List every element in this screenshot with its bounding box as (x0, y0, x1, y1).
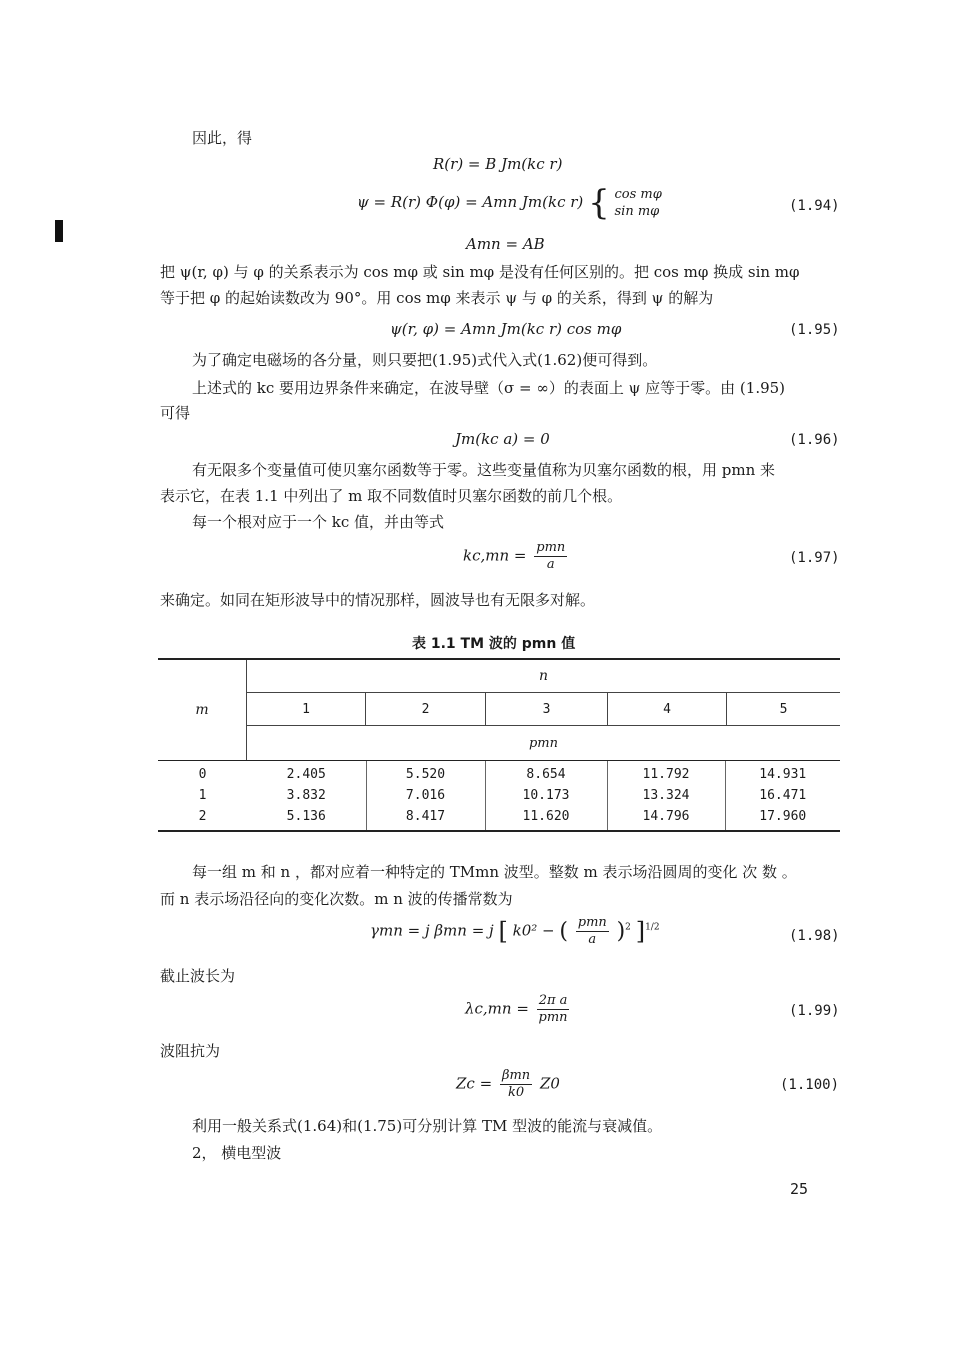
paragraph-impedance: 波阻抗为 (160, 1042, 221, 1060)
equation-1-94-cases (614, 186, 661, 220)
header-m: m (158, 660, 247, 760)
table-header (158, 660, 840, 761)
paren-open: ( (559, 919, 568, 944)
table-cell: 16.471 (759, 788, 807, 803)
fraction (537, 993, 570, 1026)
equation-number-1-97: (1.97) (789, 550, 840, 566)
paragraph-determine: 来确定。如同在矩形波导中的情况那样，圆波导也有无限多对解。 (160, 591, 596, 609)
paragraph-roots-line1: 有无限多个变量值可使贝塞尔函数等于零。这些变量值称为贝塞尔函数的根，用 pmn 来 (192, 461, 776, 479)
header-col-5: 5 (779, 701, 788, 717)
paragraph-roots-line2: 表示它，在表 1.1 中列出了 m 取不同数值时贝塞尔函数的前几个根。 (160, 487, 623, 505)
row-m: 1 (198, 788, 207, 803)
paragraph-boundary-line1: 上述式的 kc 要用边界条件来确定，在波导壁（σ = ∞）的表面上 ψ 应等于零。由 (1.95) (192, 379, 786, 397)
section-heading: 2， 横电型波 (192, 1144, 282, 1162)
equation-1-94-cos: cos mφ (614, 187, 662, 202)
table-cell: 13.324 (607, 782, 725, 803)
equation-radial: R(r) = B Jm(kc r) (433, 155, 563, 173)
equation-1-94 (357, 183, 662, 223)
equation-number-1-95: (1.95) (789, 322, 840, 338)
fraction (576, 915, 609, 948)
header-col-1: 1 (247, 693, 366, 725)
fraction (500, 1068, 532, 1101)
numerator: 2π a (538, 993, 568, 1008)
table-cell: 2.405 (247, 761, 366, 782)
equation-1-97 (463, 540, 570, 573)
denominator: a (588, 932, 597, 947)
header-col-4: 4 (608, 693, 727, 725)
equation-1-100-rhs: Z0 (539, 1074, 560, 1093)
table-row (158, 782, 840, 803)
paragraph-relation-line1: 把 ψ(r, φ) 与 φ 的关系表示为 cos mφ 或 sin mφ 是没有任何区别的。把 cos mφ 换成 sin mφ (160, 263, 800, 281)
intro-text: 因此，得 (192, 129, 253, 147)
table-row (158, 761, 840, 782)
equation-1-97-lhs: kc,mn = (463, 546, 527, 565)
paragraph-relation-line2: 等于把 φ 的起始读数改为 90°。用 cos mφ 来表示 ψ 与 φ 的关系，得到 ψ 的解为 (160, 289, 714, 307)
equation-1-99 (465, 993, 572, 1026)
equation-1-95: ψ(r, φ) = Amn Jm(kc r) cos mφ (390, 320, 622, 338)
header-columns (247, 693, 840, 726)
equation-1-98-lhs: γmn = j βmn = j (370, 921, 494, 940)
table-cell: 14.931 (759, 767, 807, 782)
denominator: a (546, 557, 555, 572)
paragraph-cutoff: 截止波长为 (160, 967, 236, 985)
equation-number-1-94: (1.94) (789, 198, 840, 214)
equation-number-1-96: (1.96) (789, 432, 840, 448)
table-cell: 5.520 (366, 761, 485, 782)
page-number: 25 (790, 1180, 809, 1198)
paragraph-boundary-line2: 可得 (160, 404, 191, 422)
denominator: k0 (507, 1085, 525, 1100)
table-cell: 8.654 (485, 761, 607, 782)
equation-1-94-sin: sin mφ (614, 204, 660, 219)
table-caption: 表 1.1 TM 波的 pmn 值 (412, 636, 576, 652)
header-n: n (247, 660, 840, 693)
equation-1-98-exponent: 1/2 (645, 922, 660, 933)
paragraph-each-root: 每一个根对应于一个 kc 值，并由等式 (192, 513, 445, 531)
equation-amplitude: Amn = AB (466, 235, 545, 253)
header-pmn: pmn (528, 735, 559, 751)
fraction (534, 540, 567, 573)
table-cell: 8.417 (366, 803, 485, 830)
equation-number-1-99: (1.99) (789, 1003, 840, 1019)
denominator: pmn (538, 1010, 568, 1025)
numerator: pmn (536, 540, 566, 555)
table-cell: 3.832 (247, 782, 366, 803)
roots-table (158, 658, 840, 832)
table-row (158, 803, 840, 830)
equation-1-100 (456, 1068, 560, 1101)
equation-1-99-lhs: λc,mn = (465, 999, 529, 1018)
table-cell: 7.016 (366, 782, 485, 803)
bracket-close: ] (635, 917, 646, 946)
equation-1-96: Jm(kc a) = 0 (455, 430, 550, 448)
equation-1-100-lhs: Zc = (456, 1074, 493, 1093)
table-cell: 17.960 (759, 809, 807, 824)
row-m: 2 (198, 809, 207, 824)
brace-symbol: { (588, 183, 610, 223)
bracket-open: [ (498, 917, 508, 946)
margin-mark (55, 220, 63, 242)
row-m: 0 (198, 767, 207, 782)
equation-number-1-98: (1.98) (789, 928, 840, 944)
header-col-3: 3 (486, 693, 608, 725)
equation-1-94-lhs: ψ = R(r) Φ(φ) = Amn Jm(kc r) (357, 193, 584, 211)
paren-close: ) (616, 919, 626, 944)
table-cell: 10.173 (485, 782, 607, 803)
equation-1-98 (370, 915, 660, 948)
paragraph-power: 利用一般关系式(1.64)和(1.75)可分别计算 TM 型波的能流与衰减值。 (192, 1117, 663, 1135)
table-cell: 11.792 (607, 761, 725, 782)
paragraph-pair-line2: 而 n 表示场沿径向的变化次数。m n 波的传播常数为 (160, 890, 513, 908)
square-exponent: 2 (625, 922, 631, 933)
equation-number-1-100: (1.100) (780, 1077, 840, 1093)
table-cell: 14.796 (607, 803, 725, 830)
paragraph-fields: 为了确定电磁场的各分量，则只要把(1.95)式代入式(1.62)便可得到。 (192, 351, 658, 369)
table-cell: 11.620 (485, 803, 607, 830)
paragraph-pair-line1: 每一组 m 和 n ，都对应着一种特定的 TMmn 波型。整数 m 表示场沿圆周的变化 次 数 。 (192, 863, 797, 881)
table-body (158, 761, 840, 830)
header-col-2: 2 (366, 693, 486, 725)
numerator: βmn (501, 1068, 531, 1083)
table-cell: 5.136 (247, 803, 366, 830)
equation-1-98-body: k0² − (512, 921, 560, 940)
numerator: pmn (577, 915, 607, 930)
